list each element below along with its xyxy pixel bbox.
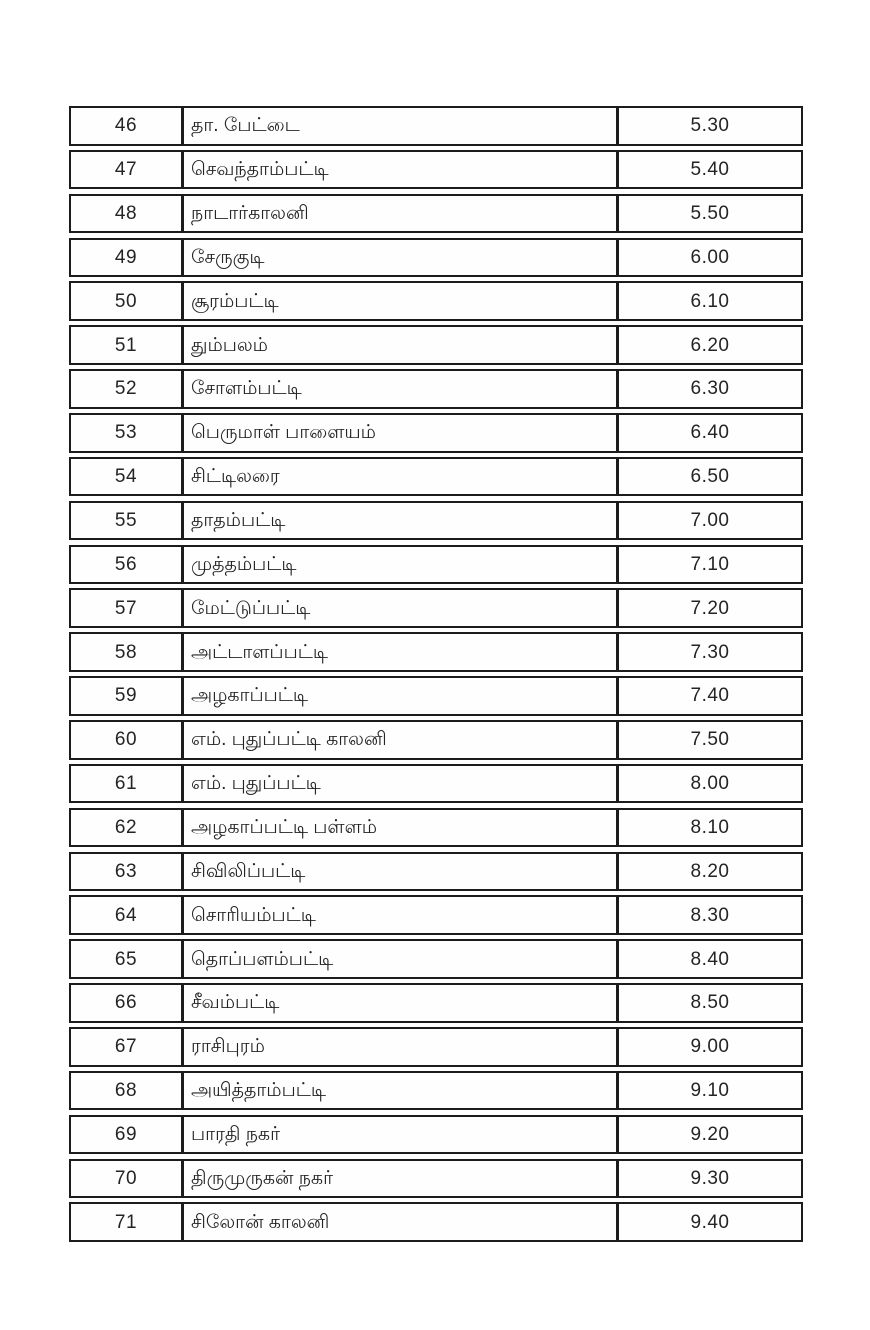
time-cell: 9.20 <box>617 1115 803 1155</box>
time-cell: 8.20 <box>617 852 803 892</box>
table-row <box>69 545 803 585</box>
place-name-cell: தும்பலம் <box>182 325 618 365</box>
serial-number-cell: 54 <box>69 457 183 497</box>
serial-number-cell: 53 <box>69 413 183 453</box>
table-row <box>69 983 803 1023</box>
serial-number-cell: 62 <box>69 808 183 848</box>
table-row <box>69 764 803 804</box>
place-name-cell: சூரம்பட்டி <box>182 281 618 321</box>
serial-number-cell: 60 <box>69 720 183 760</box>
table-row <box>69 106 803 146</box>
table-row <box>69 852 803 892</box>
table-row <box>69 325 803 365</box>
time-cell: 5.30 <box>617 106 803 146</box>
serial-number-cell: 67 <box>69 1027 183 1067</box>
time-cell: 9.40 <box>617 1202 803 1242</box>
time-cell: 6.50 <box>617 457 803 497</box>
place-name-cell: சோளம்பட்டி <box>182 369 618 409</box>
time-cell: 9.30 <box>617 1159 803 1199</box>
place-name-cell: சொரியம்பட்டி <box>182 895 618 935</box>
serial-number-cell: 70 <box>69 1159 183 1199</box>
place-name-cell: மேட்டுப்பட்டி <box>182 588 618 628</box>
serial-number-cell: 46 <box>69 106 183 146</box>
table-row <box>69 676 803 716</box>
table-row <box>69 1202 803 1242</box>
table-row <box>69 281 803 321</box>
serial-number-cell: 58 <box>69 632 183 672</box>
time-cell: 6.20 <box>617 325 803 365</box>
time-cell: 7.40 <box>617 676 803 716</box>
table-row <box>69 413 803 453</box>
table-row <box>69 939 803 979</box>
serial-number-cell: 47 <box>69 150 183 190</box>
place-name-cell: ராசிபுரம் <box>182 1027 618 1067</box>
place-name-cell: அழகாப்பட்டி <box>182 676 618 716</box>
table-row <box>69 720 803 760</box>
time-cell: 6.10 <box>617 281 803 321</box>
place-name-cell: சிலோன் காலனி <box>182 1202 618 1242</box>
time-cell: 8.40 <box>617 939 803 979</box>
place-name-cell: பெருமாள் பாளையம் <box>182 413 618 453</box>
time-cell: 7.10 <box>617 545 803 585</box>
place-name-cell: திருமுருகன் நகர் <box>182 1159 618 1199</box>
serial-number-cell: 63 <box>69 852 183 892</box>
place-name-cell: எம். புதுப்பட்டி காலனி <box>182 720 618 760</box>
time-cell: 8.00 <box>617 764 803 804</box>
time-cell: 8.50 <box>617 983 803 1023</box>
table-row <box>69 457 803 497</box>
place-name-cell: சீவம்பட்டி <box>182 983 618 1023</box>
serial-number-cell: 66 <box>69 983 183 1023</box>
table-row <box>69 632 803 672</box>
serial-number-cell: 50 <box>69 281 183 321</box>
serial-number-cell: 61 <box>69 764 183 804</box>
time-cell: 8.10 <box>617 808 803 848</box>
table-row <box>69 501 803 541</box>
place-name-cell: தொப்பளம்பட்டி <box>182 939 618 979</box>
place-name-cell: சிட்டிலரை <box>182 457 618 497</box>
table-row <box>69 369 803 409</box>
table-row <box>69 238 803 278</box>
time-cell: 7.50 <box>617 720 803 760</box>
table-row <box>69 1115 803 1155</box>
place-name-cell: சிவிலிப்பட்டி <box>182 852 618 892</box>
place-name-cell: அட்டாளப்பட்டி <box>182 632 618 672</box>
serial-number-cell: 55 <box>69 501 183 541</box>
place-name-cell: பாரதி நகர் <box>182 1115 618 1155</box>
serial-number-cell: 57 <box>69 588 183 628</box>
time-cell: 6.00 <box>617 238 803 278</box>
serial-number-cell: 52 <box>69 369 183 409</box>
table-row <box>69 194 803 234</box>
place-name-cell: எம். புதுப்பட்டி <box>182 764 618 804</box>
timetable-table <box>69 106 803 1242</box>
table-row <box>69 150 803 190</box>
place-name-cell: தா. பேட்டை <box>182 106 618 146</box>
time-cell: 5.40 <box>617 150 803 190</box>
time-cell: 6.30 <box>617 369 803 409</box>
time-cell: 6.40 <box>617 413 803 453</box>
serial-number-cell: 56 <box>69 545 183 585</box>
place-name-cell: அயித்தாம்பட்டி <box>182 1071 618 1111</box>
time-cell: 7.30 <box>617 632 803 672</box>
place-name-cell: செவந்தாம்பட்டி <box>182 150 618 190</box>
place-name-cell: அழகாப்பட்டி பள்ளம் <box>182 808 618 848</box>
time-cell: 7.00 <box>617 501 803 541</box>
time-cell: 9.10 <box>617 1071 803 1111</box>
table-row <box>69 1027 803 1067</box>
table-row <box>69 588 803 628</box>
table-row <box>69 1159 803 1199</box>
serial-number-cell: 71 <box>69 1202 183 1242</box>
time-cell: 8.30 <box>617 895 803 935</box>
time-cell: 5.50 <box>617 194 803 234</box>
table-row <box>69 808 803 848</box>
place-name-cell: தாதம்பட்டி <box>182 501 618 541</box>
serial-number-cell: 49 <box>69 238 183 278</box>
serial-number-cell: 48 <box>69 194 183 234</box>
time-cell: 9.00 <box>617 1027 803 1067</box>
place-name-cell: முத்தம்பட்டி <box>182 545 618 585</box>
serial-number-cell: 59 <box>69 676 183 716</box>
serial-number-cell: 64 <box>69 895 183 935</box>
table-row <box>69 1071 803 1111</box>
table-row <box>69 895 803 935</box>
place-name-cell: நாடார்காலனி <box>182 194 618 234</box>
serial-number-cell: 69 <box>69 1115 183 1155</box>
serial-number-cell: 68 <box>69 1071 183 1111</box>
place-name-cell: சேருகுடி <box>182 238 618 278</box>
serial-number-cell: 65 <box>69 939 183 979</box>
serial-number-cell: 51 <box>69 325 183 365</box>
time-cell: 7.20 <box>617 588 803 628</box>
